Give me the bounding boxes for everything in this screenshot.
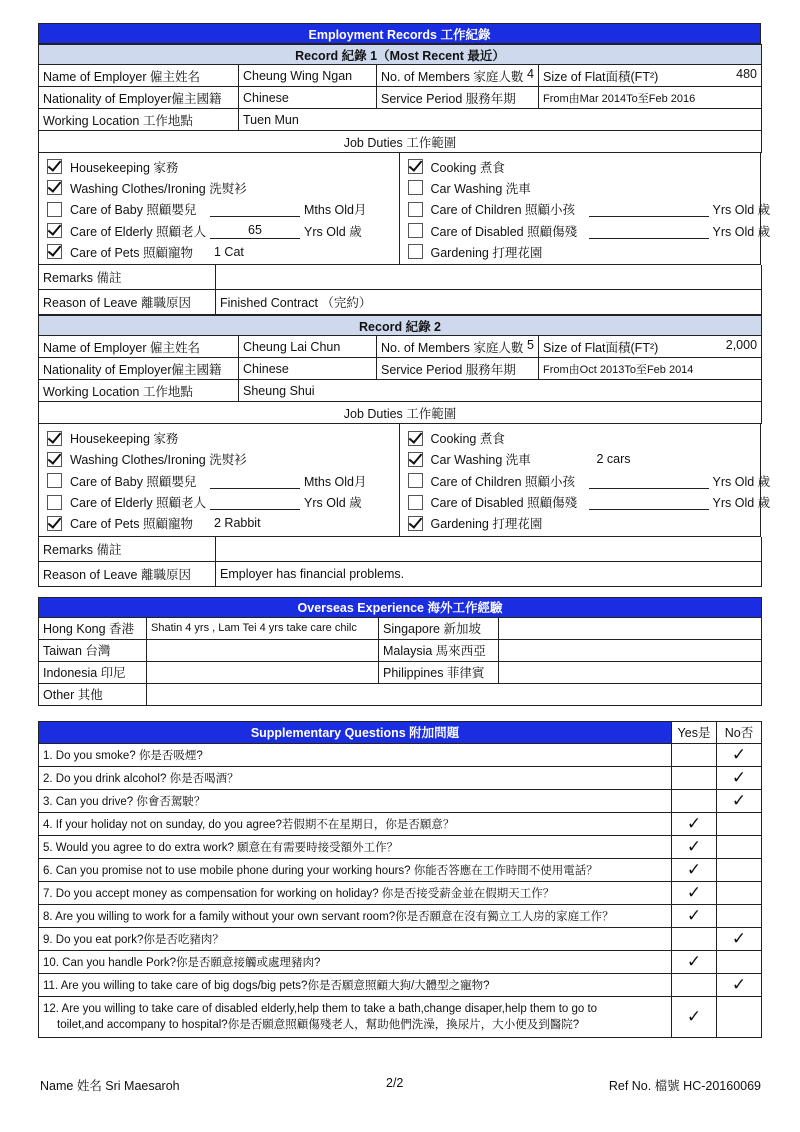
- flat-size-cell: [539, 336, 762, 358]
- duty-label: Housekeeping 家務: [70, 160, 179, 175]
- question-text: 9. Do you eat pork?你是否吃豬肉？: [39, 927, 672, 950]
- no-answer-cell[interactable]: [717, 812, 762, 835]
- members-value[interactable]: 4: [527, 66, 534, 81]
- check-mark-icon: ✓: [686, 1007, 702, 1027]
- age-unit-label: Yrs Old 歲: [712, 203, 771, 218]
- no-answer-cell[interactable]: [717, 766, 762, 789]
- indonesia-value[interactable]: [147, 661, 379, 683]
- check-mark-icon: ✓: [686, 837, 702, 857]
- duty-label: Housekeeping 家務: [70, 432, 179, 447]
- working-location-value[interactable]: Sheung Shui: [239, 380, 762, 402]
- question-text: 6. Can you promise not to use mobile phone during your working hours? 你能否答應在工作時間不使用電話？: [39, 858, 672, 881]
- from-value[interactable]: Oct 2013: [579, 363, 625, 376]
- yes-answer-cell[interactable]: [672, 858, 717, 881]
- checkbox-washing[interactable]: [47, 452, 62, 467]
- check-mark-icon: ✓: [731, 791, 747, 811]
- duty-label: Cooking 煮食: [430, 432, 505, 447]
- duties-column-l: [39, 424, 400, 535]
- duty-washing: [47, 449, 399, 470]
- yes-answer-cell[interactable]: [672, 766, 717, 789]
- question-text: 8. Are you willing to work for a family without your own servant room?你是否願意在沒有獨立工人房的家庭工作？: [39, 904, 672, 927]
- age-unit-label: Mths Old月: [304, 474, 367, 489]
- service-period-value[interactable]: [539, 87, 762, 109]
- age-unit-label: Yrs Old 歲: [712, 496, 771, 511]
- checkbox-elderly[interactable]: [47, 495, 62, 510]
- checkbox-washing[interactable]: [47, 180, 62, 195]
- philippines-value[interactable]: [499, 661, 762, 683]
- age-unit-label: Mths Old月: [304, 203, 367, 218]
- to-value[interactable]: Feb 2016: [648, 92, 696, 105]
- checkbox-car-washing[interactable]: [408, 452, 423, 467]
- employer-name-value[interactable]: Cheung Wing Ngan: [239, 65, 377, 87]
- yes-answer-cell[interactable]: [672, 835, 717, 858]
- checkbox-pets[interactable]: [47, 516, 62, 531]
- form-container: [38, 23, 771, 1038]
- no-answer-cell[interactable]: [717, 835, 762, 858]
- hong-kong-label: Hong Kong 香港: [39, 617, 147, 639]
- duty-children: [408, 470, 771, 491]
- remarks-value[interactable]: [216, 537, 762, 562]
- duty-age-line[interactable]: [210, 494, 300, 510]
- check-mark-icon: ✓: [686, 814, 702, 834]
- footer-page-number: 2/2: [386, 1076, 404, 1090]
- members-label: No. of Members 家庭人數: [381, 340, 524, 355]
- members-cell: [377, 65, 539, 87]
- question-text: 2. Do you drink alcohol? 你是否喝酒？: [39, 766, 672, 789]
- duty-baby: [47, 199, 399, 220]
- age-unit-label: Yrs Old 歲: [304, 496, 362, 511]
- no-answer-cell[interactable]: [717, 927, 762, 950]
- hong-kong-value[interactable]: Shatin 4 yrs , Lam Tei 4 yrs take care chilc: [147, 617, 379, 639]
- duty-pets: [47, 241, 399, 262]
- duty-label: Care of Baby 照顧嬰兒: [70, 203, 197, 218]
- yes-answer-cell[interactable]: [672, 996, 717, 1037]
- duties-column-r: [400, 153, 771, 264]
- questions-body: [39, 743, 762, 1037]
- record-footer-table: [38, 537, 762, 587]
- duties-column-l: [39, 153, 400, 264]
- duty-elderly: [47, 491, 399, 512]
- remarks-label: Remarks 備註: [39, 537, 216, 562]
- duty-disabled: [408, 491, 771, 512]
- from-value[interactable]: Mar 2014: [579, 92, 627, 105]
- checkbox-children[interactable]: [408, 202, 423, 217]
- duty-detail-value[interactable]: 2 cars: [596, 452, 631, 467]
- record-table-1: [38, 44, 762, 153]
- duty-baby: [47, 470, 399, 491]
- yes-answer-cell[interactable]: [672, 789, 717, 812]
- yes-answer-cell[interactable]: [672, 812, 717, 835]
- no-answer-cell[interactable]: [717, 789, 762, 812]
- check-mark-icon: ✓: [686, 860, 702, 880]
- age-unit-label: Yrs Old 歲: [712, 224, 771, 239]
- question-row: [39, 858, 762, 881]
- working-location-label: Working Location 工作地點: [39, 380, 239, 402]
- checkbox-housekeeping[interactable]: [47, 159, 62, 174]
- no-answer-cell[interactable]: [717, 973, 762, 996]
- to-label: To至: [626, 92, 649, 105]
- age-unit-label: Yrs Old 歲: [304, 224, 362, 239]
- duty-label: Care of Children 照顧小孩: [430, 474, 575, 489]
- supplementary-questions-table: [38, 721, 762, 1038]
- from-label: From由: [543, 363, 580, 376]
- duty-label: Care of Disabled 照顧傷殘: [430, 224, 578, 239]
- duty-age-line[interactable]: [589, 223, 709, 239]
- nationality-value[interactable]: Chinese: [239, 87, 377, 109]
- reason-label: Reason of Leave 離職原因: [39, 561, 216, 586]
- records-container: [38, 44, 771, 587]
- footer-ref-no: Ref No. 檔號 HC-20160069: [608, 1079, 761, 1093]
- employment-records-title: Employment Records 工作紀錄: [39, 24, 761, 44]
- job-duties-heading: Job Duties 工作範圍: [39, 402, 762, 424]
- checkbox-children[interactable]: [408, 473, 423, 488]
- record-heading: Record 紀錄 1（Most Recent 最近）: [39, 45, 762, 65]
- nationality-label: Nationality of Employer僱主國籍: [39, 87, 239, 109]
- question-row: [39, 950, 762, 973]
- duty-label: Gardening 打理花園: [430, 245, 543, 260]
- singapore-label: Singapore 新加坡: [379, 617, 499, 639]
- question-text: 7. Do you accept money as compensation for working on holiday? 你是否接受薪金並在假期天工作？: [39, 881, 672, 904]
- question-12-line1: 12. Are you willing to take care of disabled elderly,help them to take a bath,change disaper,help them to go to: [43, 1002, 598, 1015]
- flat-size-label: Size of Flat面積(FT²): [543, 69, 659, 84]
- check-mark-icon: ✓: [731, 768, 747, 788]
- duty-detail-value[interactable]: 2 Rabbit: [214, 516, 261, 531]
- flat-size-value[interactable]: 2,000: [725, 337, 758, 352]
- checkbox-housekeeping[interactable]: [47, 431, 62, 446]
- question-row: [39, 973, 762, 996]
- nationality-label: Nationality of Employer僱主國籍: [39, 358, 239, 380]
- question-row: [39, 996, 762, 1037]
- duty-age-line[interactable]: [589, 494, 709, 510]
- duty-label: Car Washing 洗車: [430, 181, 531, 196]
- overseas-title: Overseas Experience 海外工作經驗: [39, 597, 762, 617]
- no-answer-cell[interactable]: [717, 858, 762, 881]
- checkbox-pets[interactable]: [47, 244, 62, 259]
- no-answer-cell[interactable]: [717, 996, 762, 1037]
- duty-age-line[interactable]: [589, 201, 709, 217]
- flat-size-value[interactable]: 480: [736, 66, 758, 81]
- reason-label: Reason of Leave 離職原因: [39, 290, 216, 315]
- record-heading: Record 紀錄 2: [39, 316, 762, 336]
- duty-cooking: [408, 156, 771, 177]
- to-value[interactable]: Feb 2014: [646, 363, 694, 376]
- employment-records-header: [38, 23, 761, 44]
- indonesia-label: Indonesia 印尼: [39, 661, 147, 683]
- checkbox-disabled[interactable]: [408, 495, 423, 510]
- duty-pets: [47, 513, 399, 534]
- other-label: Other 其他: [39, 683, 147, 705]
- duty-housekeeping: [47, 427, 399, 448]
- service-period-label: Service Period 服務年期: [377, 87, 539, 109]
- duty-elderly: [47, 220, 399, 241]
- question-text: [39, 996, 672, 1037]
- no-answer-cell[interactable]: [717, 881, 762, 904]
- duty-label: Care of Elderly 照顧老人: [70, 224, 207, 239]
- employer-name-label: Name of Employer 僱主姓名: [39, 65, 239, 87]
- yes-answer-cell[interactable]: [672, 904, 717, 927]
- yes-answer-cell[interactable]: [672, 927, 717, 950]
- checkbox-gardening[interactable]: [408, 516, 423, 531]
- singapore-value[interactable]: [499, 617, 762, 639]
- question-row: [39, 835, 762, 858]
- checkbox-car-washing[interactable]: [408, 180, 423, 195]
- no-answer-cell[interactable]: [717, 904, 762, 927]
- question-12-line2: toilet,and accompany to hospital?你是否願意照顧傷殘老人，幫助他們洗澡，換尿片，大小便及到醫院?: [57, 1018, 580, 1031]
- duty-label: Car Washing 洗車: [430, 453, 531, 468]
- duty-label: Care of Elderly 照顧老人: [70, 496, 207, 511]
- checkbox-gardening[interactable]: [408, 244, 423, 259]
- question-row: [39, 766, 762, 789]
- question-row: [39, 812, 762, 835]
- duty-label: Care of Children 照顧小孩: [430, 203, 575, 218]
- taiwan-value[interactable]: [147, 639, 379, 661]
- check-mark-icon: ✓: [686, 883, 702, 903]
- reason-value[interactable]: Finished Contract （完約）: [216, 290, 762, 315]
- working-location-label: Working Location 工作地點: [39, 109, 239, 131]
- duty-label: Gardening 打理花園: [430, 517, 543, 532]
- checkbox-elderly[interactable]: [47, 223, 62, 238]
- record-table-2: [38, 315, 762, 424]
- malaysia-label: Malaysia 馬來西亞: [379, 639, 499, 661]
- flat-size-cell: [539, 65, 762, 87]
- duty-label: Washing Clothes/Ironing 洗熨衫: [70, 181, 247, 196]
- age-unit-label: Yrs Old 歲: [712, 474, 771, 489]
- duty-age-line[interactable]: [210, 473, 300, 489]
- question-text: 10. Can you handle Pork?你是否願意接觸或處理豬肉?: [39, 950, 672, 973]
- question-text: 1. Do you smoke? 你是否吸煙?: [39, 743, 672, 766]
- question-text: 4. If your holiday not on sunday, do you agree?若假期不在星期日，你是否願意？: [39, 812, 672, 835]
- duty-gardening: [408, 241, 771, 262]
- job-duties-heading: Job Duties 工作範圍: [39, 131, 762, 153]
- duty-label: Care of Pets 照顧寵物: [70, 517, 193, 532]
- reason-value[interactable]: Employer has financial problems.: [216, 561, 762, 586]
- record-footer-table: [38, 265, 762, 315]
- duty-washing: [47, 177, 399, 198]
- remarks-label: Remarks 備註: [39, 265, 216, 290]
- service-period-label: Service Period 服務年期: [377, 358, 539, 380]
- employer-name-label: Name of Employer 僱主姓名: [39, 336, 239, 358]
- duty-label: Care of Disabled 照顧傷殘: [430, 496, 578, 511]
- duty-housekeeping: [47, 156, 399, 177]
- malaysia-value[interactable]: [499, 639, 762, 661]
- philippines-label: Philippines 菲律賓: [379, 661, 499, 683]
- question-text: 5. Would you agree to do extra work? 願意在有需要時接受額外工作？: [39, 835, 672, 858]
- no-answer-cell[interactable]: [717, 950, 762, 973]
- to-label: To至: [624, 363, 647, 376]
- checkbox-baby[interactable]: [47, 473, 62, 488]
- check-mark-icon: ✓: [686, 906, 702, 926]
- check-mark-icon: ✓: [731, 929, 747, 949]
- from-label: From由: [543, 92, 580, 105]
- yes-answer-cell[interactable]: [672, 973, 717, 996]
- question-text: 11. Are you willing to take care of big dogs/big pets?你是否願意照顧大狗/大體型之寵物?: [39, 973, 672, 996]
- yes-answer-cell[interactable]: [672, 881, 717, 904]
- employer-name-value[interactable]: Cheung Lai Chun: [239, 336, 377, 358]
- check-mark-icon: ✓: [731, 745, 747, 765]
- flat-size-label: Size of Flat面積(FT²): [543, 340, 659, 355]
- service-period-value[interactable]: [539, 358, 762, 380]
- checkbox-cooking[interactable]: [408, 159, 423, 174]
- question-row: [39, 789, 762, 812]
- duty-car-washing: [408, 177, 771, 198]
- question-row: [39, 743, 762, 766]
- yes-answer-cell[interactable]: [672, 743, 717, 766]
- yes-header: Yes是: [672, 721, 717, 743]
- duty-age-line[interactable]: [589, 473, 709, 489]
- check-mark-icon: ✓: [731, 975, 747, 995]
- question-row: [39, 927, 762, 950]
- duties-column-r: [400, 424, 771, 535]
- duty-label: Cooking 煮食: [430, 160, 505, 175]
- question-row: [39, 904, 762, 927]
- members-cell: [377, 336, 539, 358]
- check-mark-icon: ✓: [686, 952, 702, 972]
- overseas-experience-table: [38, 597, 762, 706]
- duty-label: Washing Clothes/Ironing 洗熨衫: [70, 453, 247, 468]
- checkbox-cooking[interactable]: [408, 431, 423, 446]
- duty-age-line[interactable]: [210, 201, 300, 217]
- duty-disabled: [408, 220, 771, 241]
- other-value[interactable]: [147, 683, 762, 705]
- members-value[interactable]: 5: [527, 337, 534, 352]
- question-row: [39, 881, 762, 904]
- duty-label: Care of Baby 照顧嬰兒: [70, 474, 197, 489]
- taiwan-label: Taiwan 台灣: [39, 639, 147, 661]
- duty-detail-value[interactable]: 1 Cat: [214, 244, 244, 259]
- footer-name: Name 姓名 Sri Maesaroh: [40, 1079, 180, 1093]
- duty-children: [408, 199, 771, 220]
- duty-gardening: [408, 513, 771, 534]
- duty-cooking: [408, 427, 771, 448]
- yes-answer-cell[interactable]: [672, 950, 717, 973]
- duty-label: Care of Pets 照顧寵物: [70, 245, 193, 260]
- remarks-value[interactable]: [216, 265, 762, 290]
- job-duties-grid: [38, 424, 771, 536]
- duty-car-washing: [408, 449, 771, 470]
- no-answer-cell[interactable]: [717, 743, 762, 766]
- job-duties-grid: [38, 153, 771, 265]
- working-location-value[interactable]: Tuen Mun: [239, 109, 762, 131]
- no-header: No否: [717, 721, 762, 743]
- members-label: No. of Members 家庭人數: [381, 69, 524, 84]
- question-text: 3. Can you drive? 你會否駕駛？: [39, 789, 672, 812]
- supplementary-title: Supplementary Questions 附加問題: [39, 721, 672, 743]
- checkbox-disabled[interactable]: [408, 223, 423, 238]
- checkbox-baby[interactable]: [47, 202, 62, 217]
- duty-age-line[interactable]: 65: [210, 223, 300, 239]
- nationality-value[interactable]: Chinese: [239, 358, 377, 380]
